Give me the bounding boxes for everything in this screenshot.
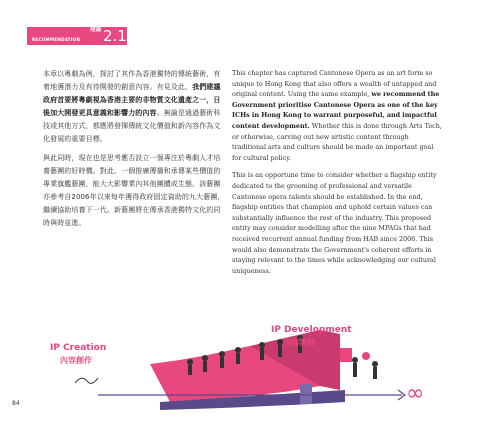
cn-p1-text: 本章以粵劇為例，探討了其作為香港獨特的傳統藝術，有着地獲潛力及有待開發的創意內容。有見及此， [43,70,221,91]
page-number: 84 [12,400,20,407]
section-tag-cn: 建議 [89,27,101,33]
infinity-icon: ∞ [406,381,425,406]
en-p1-text: This chapter has captured Cantonese Opera as an art form so unique to Hong Kong that also offers a wealth of untapped and original content. Using the same example, [232,69,437,99]
en-paragraph-1 [232,68,444,163]
en-p1-tail: Whether this is done through Arts Tech, or otherwise, carving out new artistic content through traditional arts and culture should be made an important goal for cultural policy. [232,121,442,162]
squiggle-arrow-left [75,378,98,383]
cn-paragraph-1 [43,68,225,146]
en-paragraph-2: This is an opportune time to consider whether a flagship entity dedicated to the grooming of professional and versatile Cantonese opera talents should be established. In the end, flagship entities that champion and uphold certain values can substantially influence the rest of the industry. This proposed entity may consider modelling after the nine MPAGs that had received recurrent annual funding from HAB since 2006. This would also demonstrate the Government's coherent efforts in staying relevant to the times while acknowledging our cultural uniqueness. [232,171,437,275]
cn-p1-tail: 。無論是通過藝術科技或其他方式，都應將發揮傳統文化價值和新內容作為文化發展的重要目標。 [43,109,221,143]
section-tag-en: RECOMMENDATION [32,37,81,42]
ip-development-cn: 內容開發 [283,338,315,347]
ip-development-en: IP Development [271,325,352,335]
cn-paragraph-2: 與此同時，現在也是思考應否設立一個專注於粵劇人才培養藝團的好時機。對此，一個推廣傳播和承傳某些價值的專業旗艦藝團，能大大影響業內其他團體或生態。該藝團亦參考自2006年以來每年獲得政府固定資助的九大藝團，繼續協助培養下一代。新藝團將在傳承香港獨特文化的同時與時並進。 [43,154,225,227]
en-p1-bold: we recommend the Government prioritise Cantonese Opera as one of the key ICHs in Hong Kong to warrant purposeful, and impactful content development. [232,90,440,130]
ip-creation-cn: 內容創作 [60,356,92,365]
english-body-text [232,68,444,276]
chinese-body-text [43,68,225,230]
section-number: 2.1 [103,27,127,45]
ip-creation-en: IP Creation [50,343,107,353]
cn-p1-bold: 我們建議政府首要將粵劇視為香港主要的非物質文化遺產之一，日後加大開發更具意義和影響力的內容 [43,83,221,117]
